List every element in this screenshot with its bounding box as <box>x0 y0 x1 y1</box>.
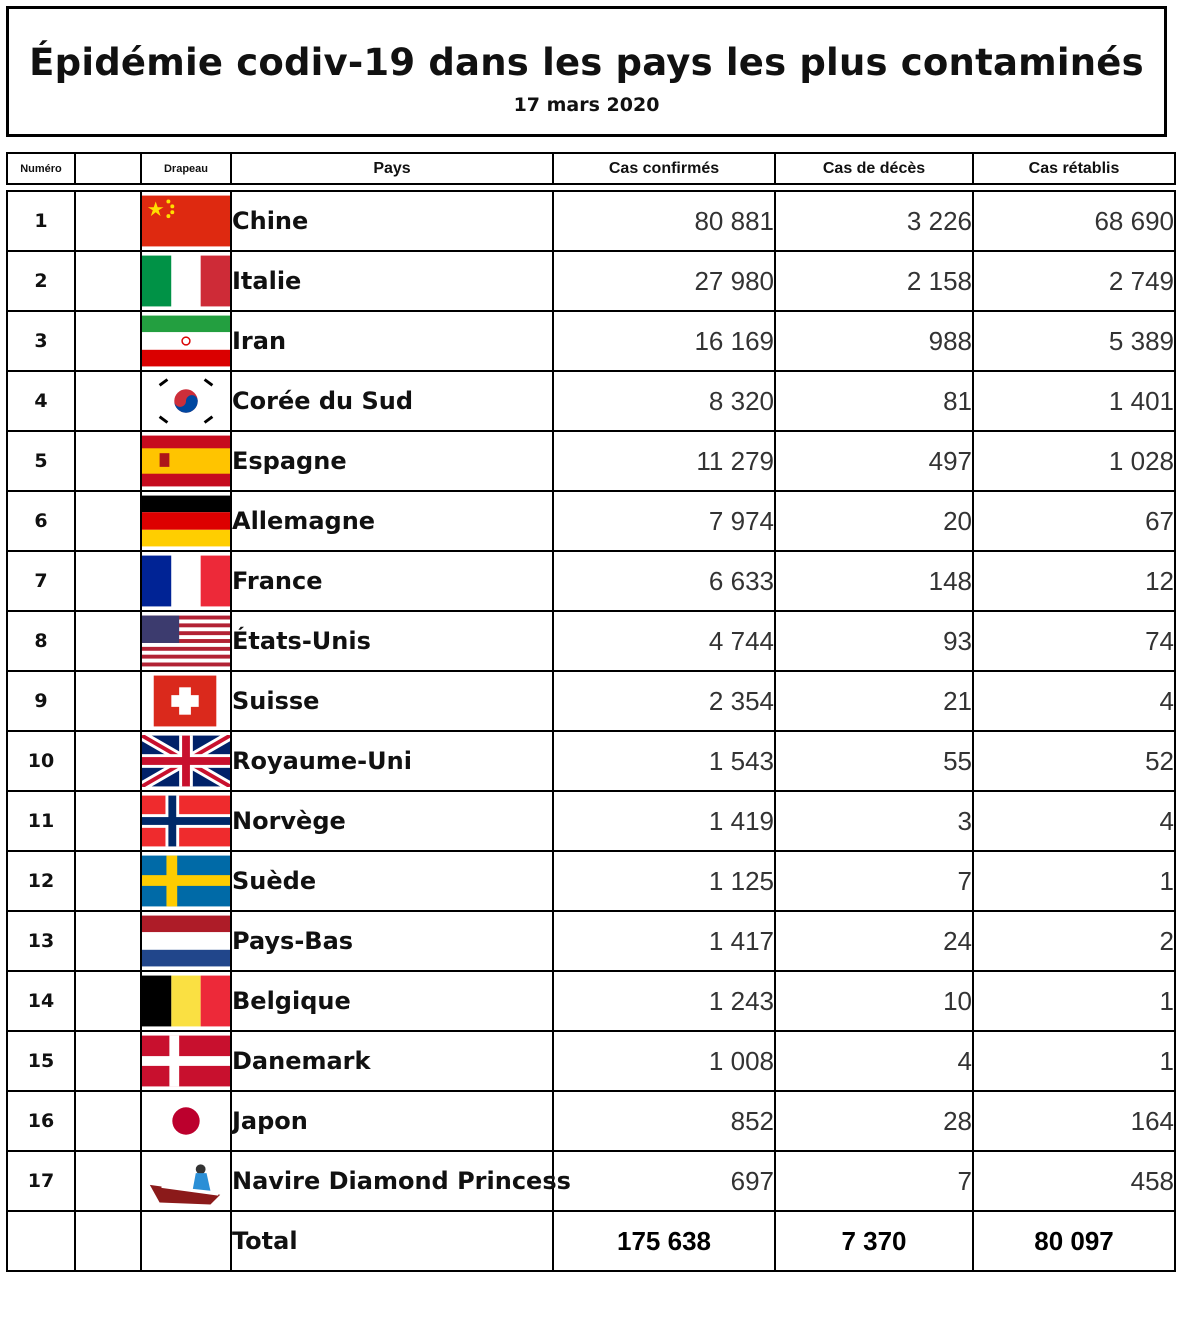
death-cases: 3 226 <box>775 191 973 251</box>
header-empty <box>75 153 141 184</box>
empty-cell <box>75 491 141 551</box>
table-row <box>7 731 1175 791</box>
recovered-cases: 2 749 <box>973 251 1175 311</box>
country-name: Suède <box>231 851 553 911</box>
title-box <box>6 6 1167 137</box>
table-row <box>7 911 1175 971</box>
confirmed-cases: 80 881 <box>553 191 775 251</box>
recovered-cases: 1 <box>973 971 1175 1031</box>
italy-flag <box>142 255 230 307</box>
spain-flag <box>142 435 230 487</box>
recovered-cases: 52 <box>973 731 1175 791</box>
recovered-cases: 1 <box>973 1031 1175 1091</box>
country-name: Japon <box>231 1091 553 1151</box>
usa-flag <box>142 615 230 667</box>
country-name: France <box>231 551 553 611</box>
flag-cell <box>141 971 231 1031</box>
header-drapeau: Drapeau <box>141 153 231 184</box>
row-number: 17 <box>7 1151 75 1211</box>
flag-cell <box>141 1151 231 1211</box>
country-name: États-Unis <box>231 611 553 671</box>
country-name: Suisse <box>231 671 553 731</box>
death-cases: 497 <box>775 431 973 491</box>
iran-flag <box>142 315 230 367</box>
table-row <box>7 671 1175 731</box>
recovered-cases: 4 <box>973 791 1175 851</box>
empty-cell <box>75 431 141 491</box>
death-cases: 4 <box>775 1031 973 1091</box>
empty-cell <box>141 1211 231 1271</box>
row-number: 5 <box>7 431 75 491</box>
table-row <box>7 791 1175 851</box>
recovered-cases: 1 028 <box>973 431 1175 491</box>
table-row <box>7 191 1175 251</box>
france-flag <box>142 555 230 607</box>
country-name: Allemagne <box>231 491 553 551</box>
flag-cell <box>141 371 231 431</box>
row-number: 7 <box>7 551 75 611</box>
flag-cell <box>141 731 231 791</box>
row-number: 11 <box>7 791 75 851</box>
country-name: Belgique <box>231 971 553 1031</box>
recovered-cases: 1 <box>973 851 1175 911</box>
denmark-flag <box>142 1035 230 1087</box>
total-confirmed: 175 638 <box>553 1211 775 1271</box>
confirmed-cases: 1 243 <box>553 971 775 1031</box>
recovered-cases: 67 <box>973 491 1175 551</box>
row-number: 6 <box>7 491 75 551</box>
table-row <box>7 431 1175 491</box>
empty-cell <box>75 731 141 791</box>
flag-cell <box>141 311 231 371</box>
empty-cell <box>75 971 141 1031</box>
death-cases: 988 <box>775 311 973 371</box>
confirmed-cases: 1 008 <box>553 1031 775 1091</box>
empty-cell <box>75 551 141 611</box>
table-row <box>7 1031 1175 1091</box>
empty-cell <box>75 191 141 251</box>
table-row <box>7 611 1175 671</box>
country-name: Espagne <box>231 431 553 491</box>
country-name: Italie <box>231 251 553 311</box>
flag-cell <box>141 1031 231 1091</box>
header-numero: Numéro <box>7 153 75 184</box>
empty-cell <box>75 1211 141 1271</box>
recovered-cases: 1 401 <box>973 371 1175 431</box>
death-cases: 148 <box>775 551 973 611</box>
confirmed-cases: 852 <box>553 1091 775 1151</box>
confirmed-cases: 11 279 <box>553 431 775 491</box>
death-cases: 55 <box>775 731 973 791</box>
recovered-cases: 68 690 <box>973 191 1175 251</box>
empty-cell <box>75 1031 141 1091</box>
row-number: 3 <box>7 311 75 371</box>
country-name: Danemark <box>231 1031 553 1091</box>
death-cases: 10 <box>775 971 973 1031</box>
recovered-cases: 458 <box>973 1151 1175 1211</box>
netherlands-flag <box>142 915 230 967</box>
confirmed-cases: 7 974 <box>553 491 775 551</box>
death-cases: 28 <box>775 1091 973 1151</box>
death-cases: 7 <box>775 851 973 911</box>
total-label: Total <box>231 1211 553 1271</box>
row-number: 4 <box>7 371 75 431</box>
table-row <box>7 1151 1175 1211</box>
row-number: 12 <box>7 851 75 911</box>
confirmed-cases: 16 169 <box>553 311 775 371</box>
empty-cell <box>75 611 141 671</box>
flag-cell <box>141 671 231 731</box>
confirmed-cases: 4 744 <box>553 611 775 671</box>
death-cases: 7 <box>775 1151 973 1211</box>
flag-cell <box>141 911 231 971</box>
flag-cell <box>141 191 231 251</box>
flag-cell <box>141 251 231 311</box>
country-name: Corée du Sud <box>231 371 553 431</box>
empty-cell <box>7 1211 75 1271</box>
country-name: Navire Diamond Princess <box>231 1151 553 1211</box>
row-number: 10 <box>7 731 75 791</box>
header-pays: Pays <box>231 153 553 184</box>
row-number: 8 <box>7 611 75 671</box>
ship-icon <box>142 1155 230 1207</box>
confirmed-cases: 1 417 <box>553 911 775 971</box>
death-cases: 81 <box>775 371 973 431</box>
row-number: 15 <box>7 1031 75 1091</box>
death-cases: 20 <box>775 491 973 551</box>
death-cases: 21 <box>775 671 973 731</box>
header-row <box>7 153 1175 184</box>
country-name: Iran <box>231 311 553 371</box>
header-retablis: Cas rétablis <box>973 153 1175 184</box>
south-korea-flag <box>142 375 230 427</box>
death-cases: 3 <box>775 791 973 851</box>
table-row <box>7 551 1175 611</box>
flag-cell <box>141 491 231 551</box>
empty-cell <box>75 251 141 311</box>
empty-cell <box>75 1151 141 1211</box>
recovered-cases: 5 389 <box>973 311 1175 371</box>
table-row <box>7 851 1175 911</box>
table-row <box>7 1091 1175 1151</box>
death-cases: 24 <box>775 911 973 971</box>
confirmed-cases: 1 419 <box>553 791 775 851</box>
page-date: 17 mars 2020 <box>513 94 660 116</box>
row-number: 9 <box>7 671 75 731</box>
row-number: 14 <box>7 971 75 1031</box>
country-name: Royaume-Uni <box>231 731 553 791</box>
empty-cell <box>75 851 141 911</box>
empty-cell <box>75 311 141 371</box>
germany-flag <box>142 495 230 547</box>
confirmed-cases: 6 633 <box>553 551 775 611</box>
empty-cell <box>75 371 141 431</box>
japan-flag <box>142 1095 230 1147</box>
empty-cell <box>75 671 141 731</box>
recovered-cases: 4 <box>973 671 1175 731</box>
cases-table <box>6 152 1176 1272</box>
death-cases: 2 158 <box>775 251 973 311</box>
country-name: Norvège <box>231 791 553 851</box>
uk-flag <box>142 735 230 787</box>
empty-cell <box>75 791 141 851</box>
table-row <box>7 311 1175 371</box>
total-recovered: 80 097 <box>973 1211 1175 1271</box>
recovered-cases: 74 <box>973 611 1175 671</box>
recovered-cases: 12 <box>973 551 1175 611</box>
row-number: 2 <box>7 251 75 311</box>
norway-flag <box>142 795 230 847</box>
belgium-flag <box>142 975 230 1027</box>
country-name: Pays-Bas <box>231 911 553 971</box>
row-number: 13 <box>7 911 75 971</box>
confirmed-cases: 2 354 <box>553 671 775 731</box>
flag-cell <box>141 431 231 491</box>
confirmed-cases: 1 543 <box>553 731 775 791</box>
page-title: Épidémie codiv-19 dans les pays les plus contaminés <box>29 41 1144 84</box>
country-name: Chine <box>231 191 553 251</box>
confirmed-cases: 27 980 <box>553 251 775 311</box>
confirmed-cases: 697 <box>553 1151 775 1211</box>
confirmed-cases: 1 125 <box>553 851 775 911</box>
row-number: 1 <box>7 191 75 251</box>
table-row <box>7 371 1175 431</box>
flag-cell <box>141 791 231 851</box>
recovered-cases: 2 <box>973 911 1175 971</box>
confirmed-cases: 8 320 <box>553 371 775 431</box>
flag-cell <box>141 851 231 911</box>
total-deaths: 7 370 <box>775 1211 973 1271</box>
china-flag <box>142 195 230 247</box>
empty-cell <box>75 911 141 971</box>
total-row <box>7 1211 1175 1271</box>
sweden-flag <box>142 855 230 907</box>
recovered-cases: 164 <box>973 1091 1175 1151</box>
switzerland-flag <box>142 675 230 727</box>
flag-cell <box>141 551 231 611</box>
table-row <box>7 971 1175 1031</box>
header-deces: Cas de décès <box>775 153 973 184</box>
table-row <box>7 491 1175 551</box>
header-confirmes: Cas confirmés <box>553 153 775 184</box>
empty-cell <box>75 1091 141 1151</box>
row-number: 16 <box>7 1091 75 1151</box>
death-cases: 93 <box>775 611 973 671</box>
table-row <box>7 251 1175 311</box>
flag-cell <box>141 611 231 671</box>
flag-cell <box>141 1091 231 1151</box>
